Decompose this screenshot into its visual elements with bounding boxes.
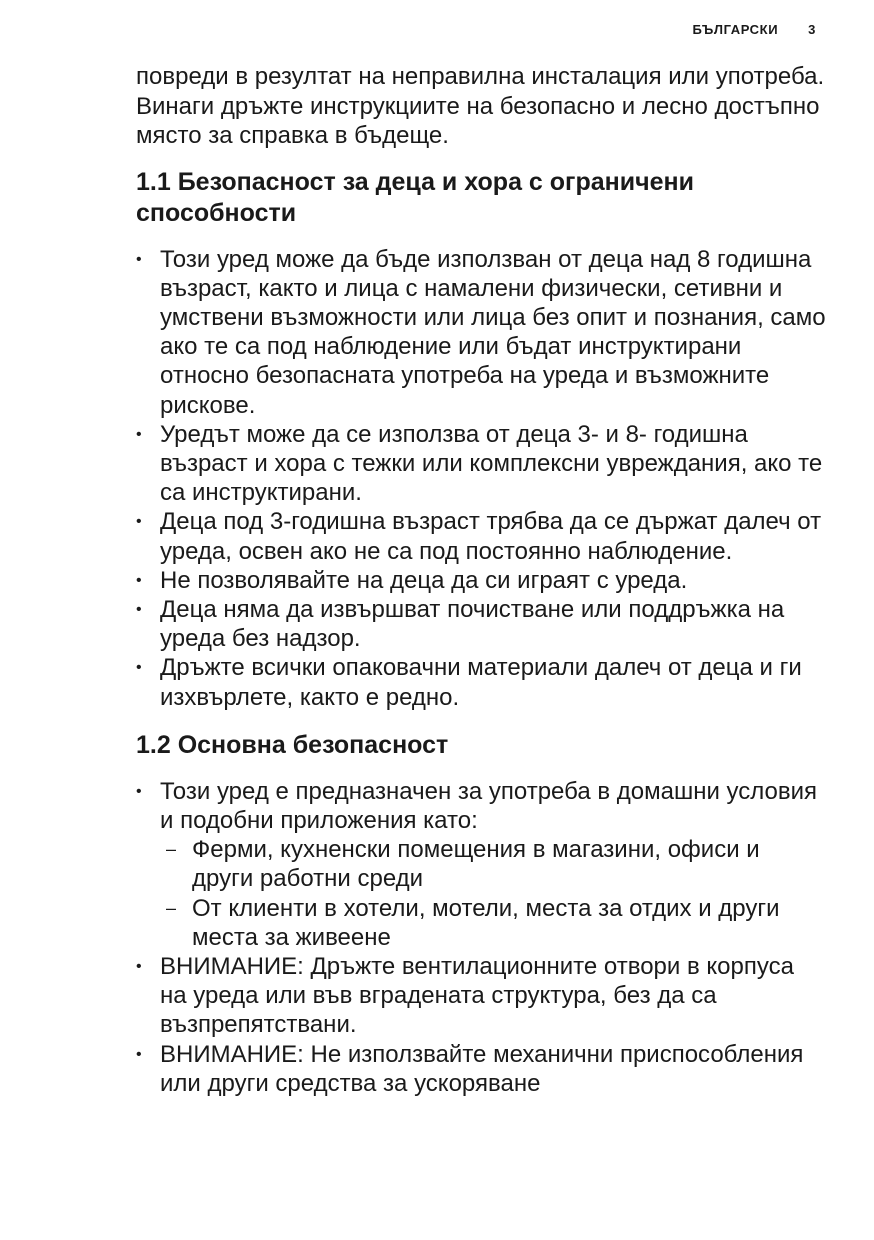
general-safety-list [136,777,826,1098]
sub-list-item [160,894,826,952]
sub-list [160,835,826,952]
list-item [136,566,826,595]
sub-list-item-text: От клиенти в хотели, мотели, места за отдих и други места за живеене [192,894,780,951]
list-item [136,595,826,653]
bullet-icon: • [136,659,142,677]
page-number: 3 [808,22,816,37]
list-item [136,245,826,420]
list-item-text: Дръжте всички опаковачни материали далеч от деца и ги изхвърлете, както е редно. [160,654,802,711]
bullet-icon: • [136,571,142,589]
bullet-icon: • [136,600,142,618]
sub-list-item-text: Ферми, кухненски помещения в магазини, офиси и други работни среди [192,836,760,893]
list-item-text: Не позволявайте на деца да си играят с уреда. [160,566,688,594]
intro-paragraph: повреди в резултат на неправилна инсталация или употреба. Винаги дръжте инструкциите на безопасно и лесно достъпно място за справка в бъдеще. [136,63,825,149]
bullet-icon: • [136,782,142,800]
list-item-text: Този уред може да бъде използван от деца над 8 годишна възраст, както и лица с намалени физически, сетивни и умствени възможности или лица без опит и познания, само ако те са под наблюдение или бъдат инструктирани относно безопасната употреба на уреда и възможните рискове. [160,245,826,419]
list-item-text: Уредът може да се използва от деца 3- и 8- годишна възраст и хора с тежки или комплексни увреждания, ако те са инструктирани. [160,420,823,507]
list-item [136,507,826,565]
list-item-text: ВНИМАНИЕ: Дръжте вентилационните отвори в корпуса на уреда или във вградената структура, без да са възпрепятствани. [160,952,794,1039]
list-item [136,653,826,711]
dash-icon: – [166,839,177,860]
list-item [136,420,826,508]
header-language: БЪЛГАРСКИ [692,22,779,37]
list-item-text: Деца няма да извършват почистване или поддръжка на уреда без надзор. [160,595,785,653]
child-safety-list [136,245,826,712]
bullet-icon: • [136,513,142,531]
document-body [136,62,826,1098]
bullet-icon: • [136,250,142,268]
dash-icon: – [166,897,177,918]
list-item [136,952,826,1040]
bullet-icon: • [136,425,142,443]
section-title-child-safety: 1.1 Безопасност за деца и хора с ограничени способности [136,167,694,227]
bullet-icon: • [136,1045,142,1063]
page-header [693,22,816,37]
list-item-text: Този уред е предназначен за употреба в домашни условия и подобни приложения като: [160,777,818,834]
bullet-icon: • [136,957,142,975]
list-item-text: ВНИМАНИЕ: Не използвайте механични приспособления или други средства за ускоряване [160,1040,804,1097]
sub-list-item [160,835,826,893]
list-item [136,777,826,952]
list-item [136,1040,826,1098]
list-item-text: Деца под 3-годишна възраст трябва да се държат далеч от уреда, освен ако не са под постоянно наблюдение. [160,508,822,565]
section-title-general-safety: 1.2 Основна безопасност [136,730,449,759]
